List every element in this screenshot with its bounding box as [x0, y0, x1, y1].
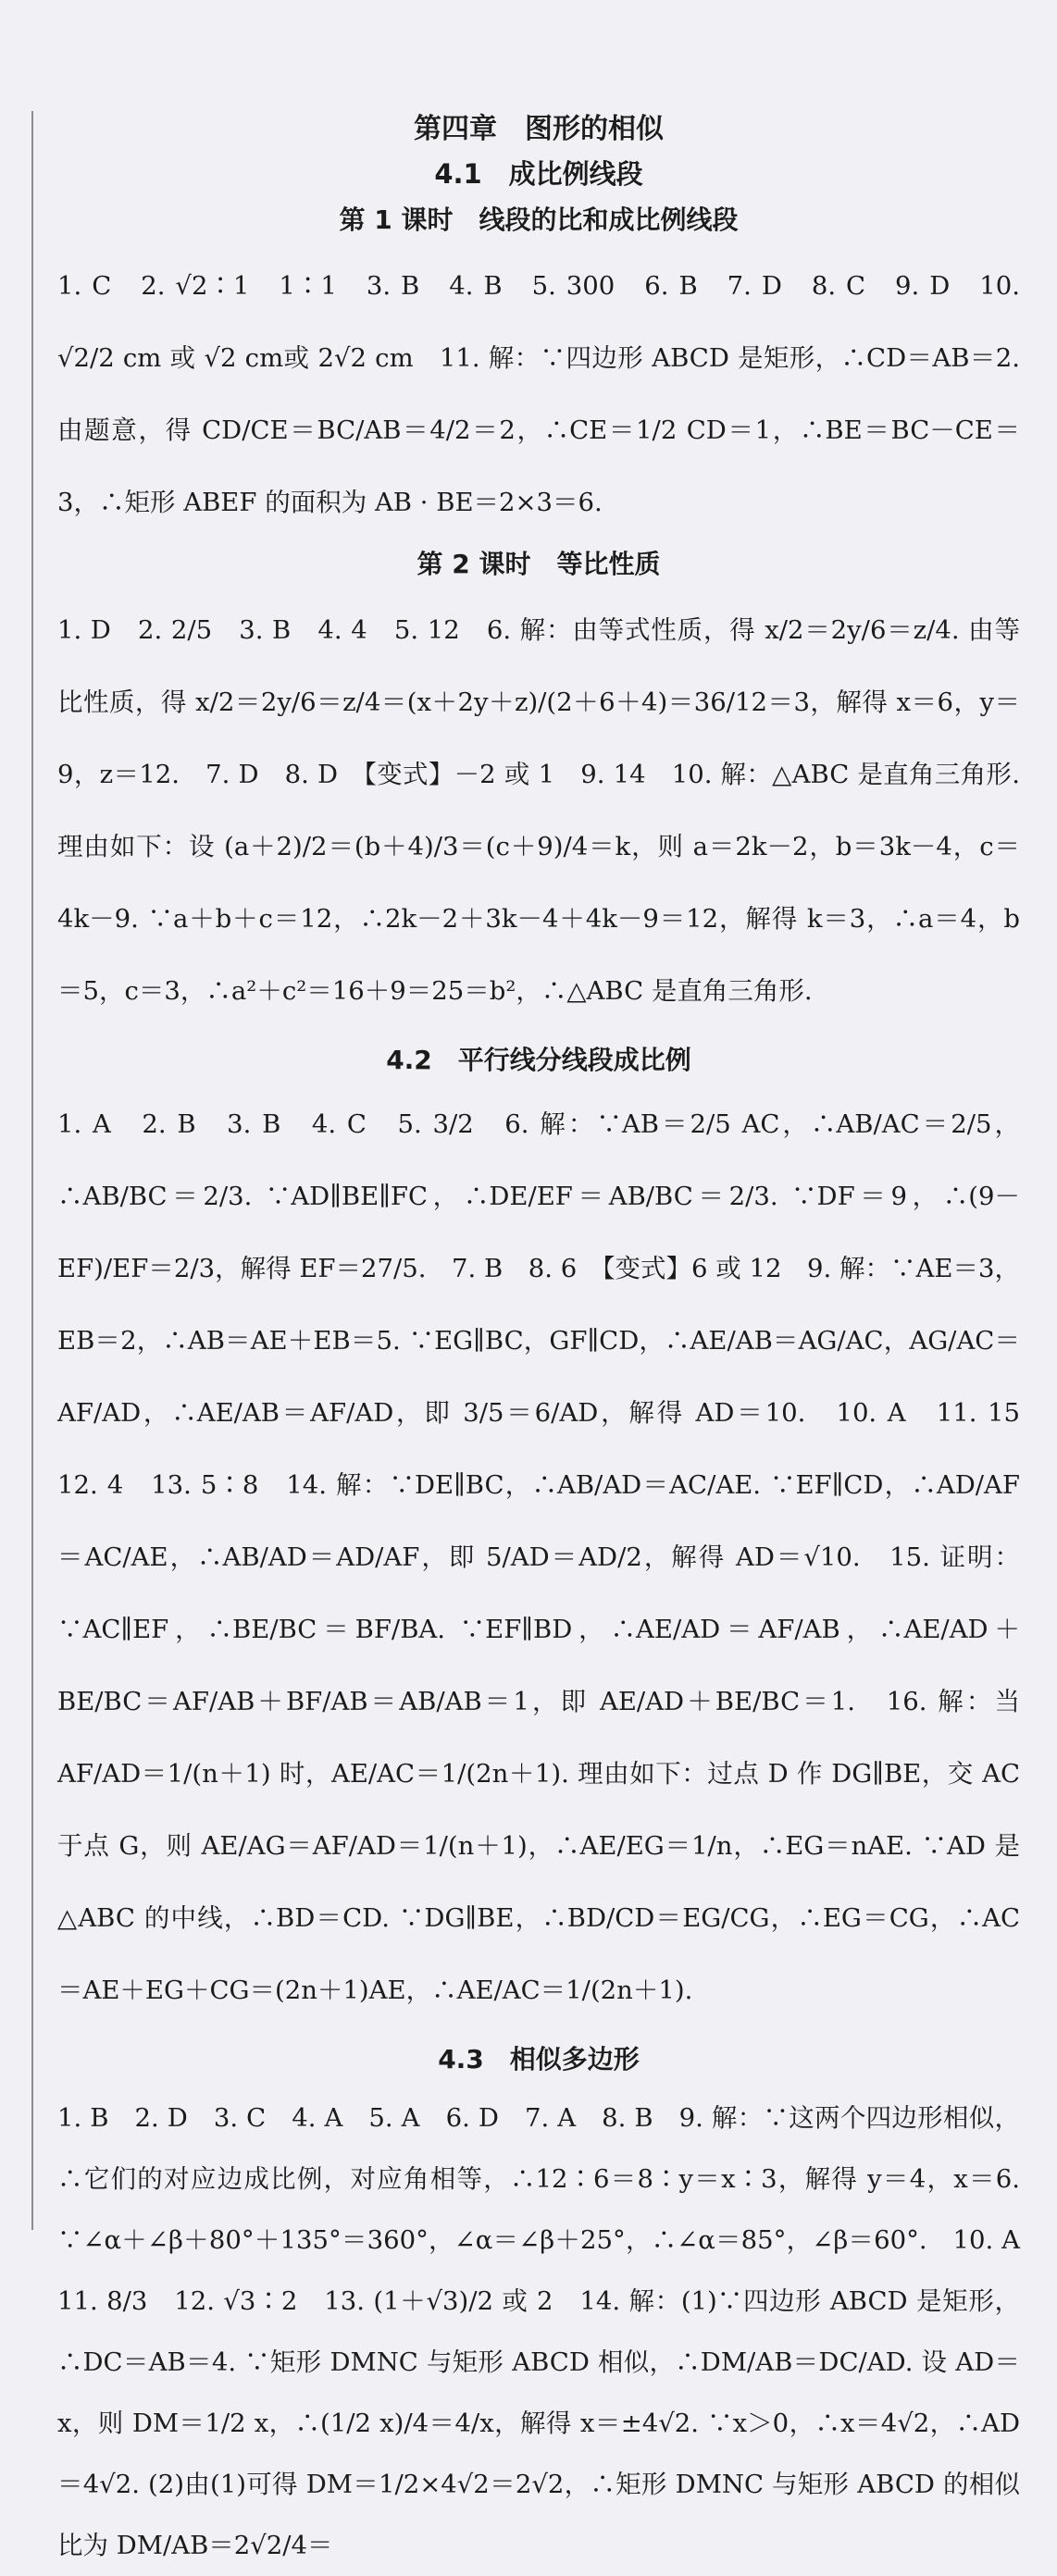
- lesson-2-answers: 1. D 2. 2/5 3. B 4. 4 5. 12 6. 解：由等式性质，得 x/2＝2y/6＝z/4. 由等比性质，得 x/2＝2y/6＝z/4＝(x＋2y＋z)/(2＋6＋4)＝36/12＝3，解得 x＝6，y＝9，z＝12. 7. D 8. D 【变式】－2 或 1 9. 14 10. 解：△ABC 是直角三角形. 理由如下：设 (a＋2)/2＝(b＋4)/3＝(c＋9)/4＝k，则 a＝2k－2，b＝3k－4，c＝4k－9. ∵a＋b＋c＝12，∴2k－2＋3k－4＋4k－9＝12，解得 k＝3，∴a＝4，b＝5，c＝3，∴a²＋c²＝16＋9＝25＝b²，∴△ABC 是直角三角形.: [57, 615, 1020, 1006]
- section-4-2-answers: 1. A 2. B 3. B 4. C 5. 3/2 6. 解：∵AB＝2/5 AC，∴AB/AC＝2/5，∴AB/BC＝2/3. ∵AD∥BE∥FC，∴DE/EF＝AB/BC＝2/3. ∵DF＝9，∴(9－EF)/EF＝2/3，解得 EF＝27/5. 7. B 8. 6 【变式】6 或 12 9. 解：∵AE＝3，EB＝2，∴AB＝AE＋EB＝5. ∵EG∥BC，GF∥CD，∴AE/AB＝AG/AC，AG/AC＝AF/AD，∴AE/AB＝AF/AD，即 3/5＝6/AD，解得 AD＝10. 10. A 11. 15 12. 4 13. 5∶8 14. 解：∵DE∥BC，∴AB/AD＝AC/AE. ∵EF∥CD，∴AD/AF＝AC/AE，∴AB/AD＝AD/AF，即 5/AD＝AD/2，解得 AD＝√10. 15. 证明：∵AC∥EF，∴BE/BC＝BF/BA. ∵EF∥BD，∴AE/AD＝AF/AB，∴AE/AD＋BE/BC＝AF/AB＋BF/AB＝AB/AB＝1，即 AE/AD＋BE/BC＝1. 16. 解：当 AF/AD＝1/(n＋1) 时，AE/AC＝1/(2n＋1). 理由如下：过点 D 作 DG∥BE，交 AC 于点 G，则 AE/AG＝AF/AD＝1/(n＋1)，∴AE/EG＝1/n，∴EG＝nAE. ∵AD 是△ABC 的中线，∴BD＝CD. ∵DG∥BE，∴BD/CD＝EG/CG，∴EG＝CG，∴AC＝AE＋EG＋CG＝(2n＋1)AE，∴AE/AC＝1/(2n＋1).: [57, 1109, 1046, 2005]
- section-title-4-1: 4.1 成比例线段: [434, 158, 643, 190]
- left-margin-rule: [31, 111, 33, 2230]
- lesson-1-title: 第 1 课时 线段的比和成比例线段: [339, 204, 739, 235]
- section-title-4-3: 4.3 相似多边形: [438, 2044, 640, 2074]
- section-4-3-answers: 1. B 2. D 3. C 4. A 5. A 6. D 7. A 8. B 9. 解：∵这两个四边形相似，∴它们的对应边成比例，对应角相等，∴12∶6＝8∶y＝x∶3，解得 y＝4，x＝6. ∵∠α＋∠β＋80°＋135°＝360°，∠α＝∠β＋25°，∴∠α＝85°，∠β＝60°. 10. A 11. 8/3 12. √3∶2 13. (1＋√3)/2 或 2 14. 解：(1)∵四边形 ABCD 是矩形，∴DC＝AB＝4. ∵矩形 DMNC 与矩形 ABCD 相似，∴DM/AB＝DC/AD. 设 AD＝x，则 DM＝1/2 x，∴(1/2 x)/4＝4/x，解得 x＝±4√2. ∵x＞0，∴x＝4√2，∴AD＝4√2. (2)由(1)可得 DM＝1/2×4√2＝2√2，∴矩形 DMNC 与矩形 ABCD 的相似比为 DM/AB＝2√2/4＝: [57, 2103, 1046, 2560]
- answer-page: [57, 109, 1046, 2576]
- section-title-4-2: 4.2 平行线分线段成比例: [386, 1045, 691, 1075]
- lesson-2-title: 第 2 课时 等比性质: [417, 549, 661, 579]
- lesson-1-answers: 1. C 2. √2∶1 1∶1 3. B 4. B 5. 300 6. B 7. D 8. C 9. D 10. √2/2 cm 或 √2 cm或 2√2 cm 11. 解：∵四边形 ABCD 是矩形，∴CD＝AB＝2. 由题意，得 CD/CE＝BC/AB＝4/2＝2，∴CE＝1/2 CD＝1，∴BE＝BC－CE＝3，∴矩形 ABEF 的面积为 AB · BE＝2×3＝6.: [57, 271, 1020, 517]
- chapter-title: 第四章 图形的相似: [414, 113, 664, 145]
